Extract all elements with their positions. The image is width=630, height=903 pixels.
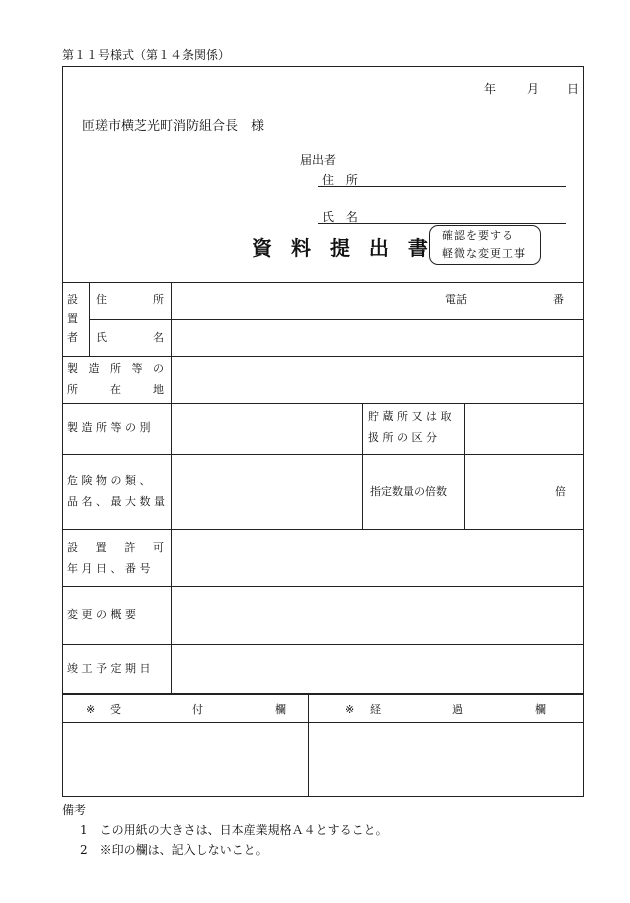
date-month-label: 月: [527, 82, 540, 96]
notifier-name-label: 氏 名: [322, 210, 362, 224]
location-field[interactable]: [172, 358, 584, 402]
date-year-label: 年: [484, 82, 497, 96]
reception-field[interactable]: [63, 724, 307, 796]
completion-field[interactable]: [172, 646, 584, 692]
permit-label-line1: 設 置 許 可: [67, 541, 164, 554]
category-label-line1: 貯 蔵 所 又 は 取: [368, 410, 452, 423]
date-day-label: 日: [567, 82, 580, 96]
phone-suffix: 番: [553, 293, 564, 306]
permit-field[interactable]: [172, 531, 584, 585]
permit-label-line2: 年 月 日 、 番 号: [67, 562, 151, 575]
reception-mark: ※: [86, 703, 96, 716]
phone-label: 電話: [445, 293, 467, 306]
completion-label: 竣 工 予 定 期 日: [67, 662, 151, 675]
title-note: 確認を要する 軽微な変更工事: [429, 225, 541, 265]
installer-address-label: 住 所: [96, 293, 164, 306]
reception-char-3: 欄: [275, 703, 286, 716]
notes-heading: 備考: [62, 803, 87, 817]
change-summary-field[interactable]: [172, 588, 584, 643]
multiple-label: 指定数量の倍数: [370, 485, 447, 498]
category-label-line2: 扱 所 の 区 分: [368, 431, 437, 444]
progress-mark: ※: [345, 703, 355, 716]
addressee: 匝瑳市横芝光町消防組合長 様: [82, 119, 265, 134]
hazard-label-line2: 品 名 、 最 大 数 量: [67, 495, 165, 508]
hazard-field[interactable]: [172, 456, 361, 528]
notifier-heading: 届出者: [300, 153, 337, 167]
change-summary-label: 変 更 の 概 要: [67, 608, 136, 621]
reception-char-1: 受: [110, 703, 121, 716]
note-item-2: 2 ※印の欄は、記入しないこと。: [80, 843, 268, 857]
hazard-label-line1: 危 険 物 の 類 、: [67, 474, 151, 487]
installer-name-label: 氏 名: [96, 331, 164, 344]
progress-field[interactable]: [309, 724, 583, 796]
installer-address-field[interactable]: [172, 284, 584, 319]
notifier-address-label: 住 所: [322, 173, 362, 187]
form-number: 第１１号様式（第１４条関係）: [62, 48, 231, 62]
note-item-1: 1 この用紙の大きさは、日本産業規格Ａ４とすること。: [80, 823, 388, 837]
reception-char-2: 付: [192, 703, 203, 716]
progress-char-3: 欄: [535, 703, 546, 716]
document-title: 資 料 提 出 書: [252, 236, 434, 260]
notifier-name-line[interactable]: [318, 223, 566, 224]
facility-type-label: 製 造 所 等 の 別: [67, 421, 151, 434]
installer-name-field[interactable]: [172, 321, 584, 355]
category-field[interactable]: [465, 405, 584, 453]
installer-label: 設 置 者: [67, 293, 78, 344]
progress-char-1: 経: [370, 703, 381, 716]
location-label-line1: 製 造 所 等 の: [67, 362, 164, 375]
facility-type-field[interactable]: [172, 405, 361, 453]
multiple-suffix: 倍: [555, 485, 566, 498]
notes: [62, 800, 388, 860]
notifier-address-line[interactable]: [318, 186, 566, 187]
location-label-line2: 所 在 地: [67, 383, 164, 396]
progress-char-2: 過: [452, 703, 463, 716]
